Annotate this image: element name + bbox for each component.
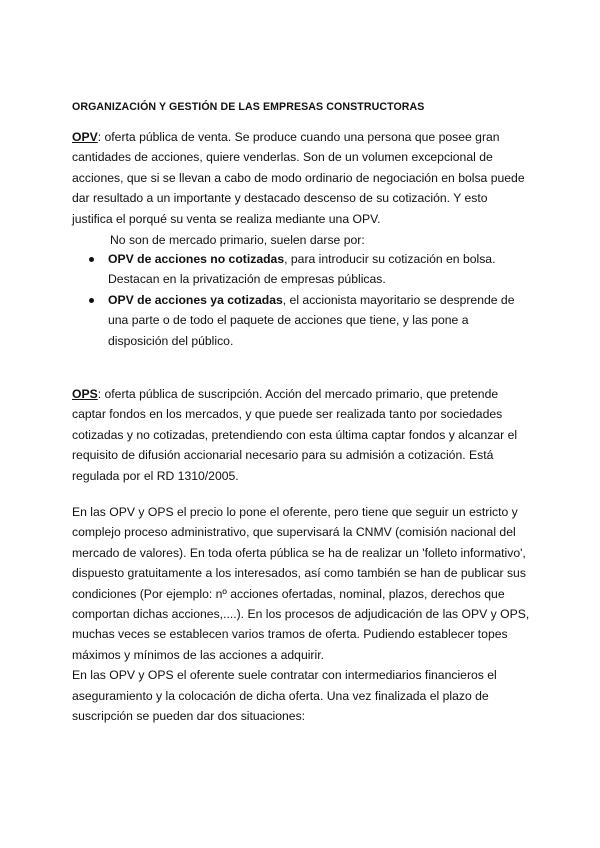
bullet-2-line-1 xyxy=(108,290,514,310)
opv-line-2: cantidades de acciones, quiere venderlas. Son de un volumen excepcional de xyxy=(72,150,493,165)
offer-process-paragraph xyxy=(72,502,532,726)
bullet-2-heading: OPV de acciones ya cotizadas xyxy=(108,292,283,307)
paragraph-line: suscripción se pueden dar dos situaciones: xyxy=(72,709,306,724)
bullet-icon xyxy=(89,257,94,262)
list-item xyxy=(72,249,514,290)
bullet-1-heading: OPV de acciones no cotizadas xyxy=(108,252,285,266)
bullet-1-line-2: Destacan en la privatización de empresas públicas. xyxy=(108,272,386,287)
paragraph-line: condiciones (Por ejemplo: nº acciones ofertadas, nominal, plazos, derechos que xyxy=(72,586,505,601)
paragraph-line: aseguramiento y la colocación de dicha oferta. Una vez finalizada el plazo de xyxy=(72,688,489,703)
ops-line-2: captar fondos en los mercados, y que puede ser realizada tanto por sociedades xyxy=(72,407,503,422)
ops-term: OPS xyxy=(72,387,98,401)
ops-line-5: regulada por el RD 1310/2005. xyxy=(72,468,239,483)
bullet-2-text: , el accionista mayoritario se desprende de xyxy=(282,292,515,307)
bullet-1-text: , para introducir su cotización en bolsa. xyxy=(284,252,496,266)
opv-line-3: acciones, que si se llevan a cabo de modo ordinario de negociación en bolsa puede xyxy=(72,170,525,185)
opv-term: OPV xyxy=(72,130,98,144)
opv-paragraph xyxy=(72,127,532,229)
paragraph-line: muchas veces se establecen varios tramos de oferta. Pudiendo establecer topes xyxy=(72,627,508,642)
ops-line-1 xyxy=(72,384,532,404)
paragraph-line: complejo proceso administrativo, que supervisará la CNMV (comisión nacional del xyxy=(72,525,516,540)
opv-intro: No son de mercado primario, suelen darse por: xyxy=(110,233,365,247)
opv-definition-start: : oferta pública de venta. Se produce cuando una persona que posee gran xyxy=(97,130,500,144)
paragraph-line: máximos y mínimos de las acciones a adquirir. xyxy=(72,647,324,662)
list-item xyxy=(72,290,514,351)
bullet-1-line-1 xyxy=(108,249,514,269)
opv-bullet-list xyxy=(72,249,514,351)
ops-definition-start: : oferta pública de suscripción. Acción del mercado primario, que pretende xyxy=(97,387,499,401)
paragraph-line: mercado de valores). En toda oferta pública se ha de realizar un 'folleto informativo', xyxy=(72,545,526,560)
document-title: ORGANIZACIÓN Y GESTIÓN DE LAS EMPRESAS CONSTRUCTORAS xyxy=(72,101,425,113)
ops-line-3: cotizadas y no cotizadas, pretendiendo con esta última captar fondos y alcanzar el xyxy=(72,427,518,442)
bullet-2-line-3: disposición del público. xyxy=(108,333,234,348)
bullet-2-line-2: una parte o de todo el paquete de acciones que tiene, y las pone a xyxy=(108,313,469,328)
paragraph-line: En las OPV y OPS el oferente suele contratar con intermediarios financieros el xyxy=(72,668,497,683)
paragraph-line: comportan dichas acciones,....). En los procesos de adjudicación de las OPV y OPS, xyxy=(72,607,530,622)
paragraph-line: dispuesto gratuitamente a los interesados, así como también se han de publicar sus xyxy=(72,566,526,581)
ops-line-4: requisito de difusión accionarial necesario para su admisión a cotización. Está xyxy=(72,448,494,463)
paragraph-line: En las OPV y OPS el precio lo pone el oferente, pero tiene que seguir un estricto y xyxy=(72,505,518,519)
opv-line-4: dar resultado a un importante y destacado descenso de su cotización. Y esto xyxy=(72,191,488,206)
opv-line-1 xyxy=(72,127,532,147)
bullet-icon xyxy=(89,298,94,303)
ops-paragraph xyxy=(72,384,532,486)
opv-line-5: justifica el porqué su venta se realiza mediante una OPV. xyxy=(72,211,381,226)
